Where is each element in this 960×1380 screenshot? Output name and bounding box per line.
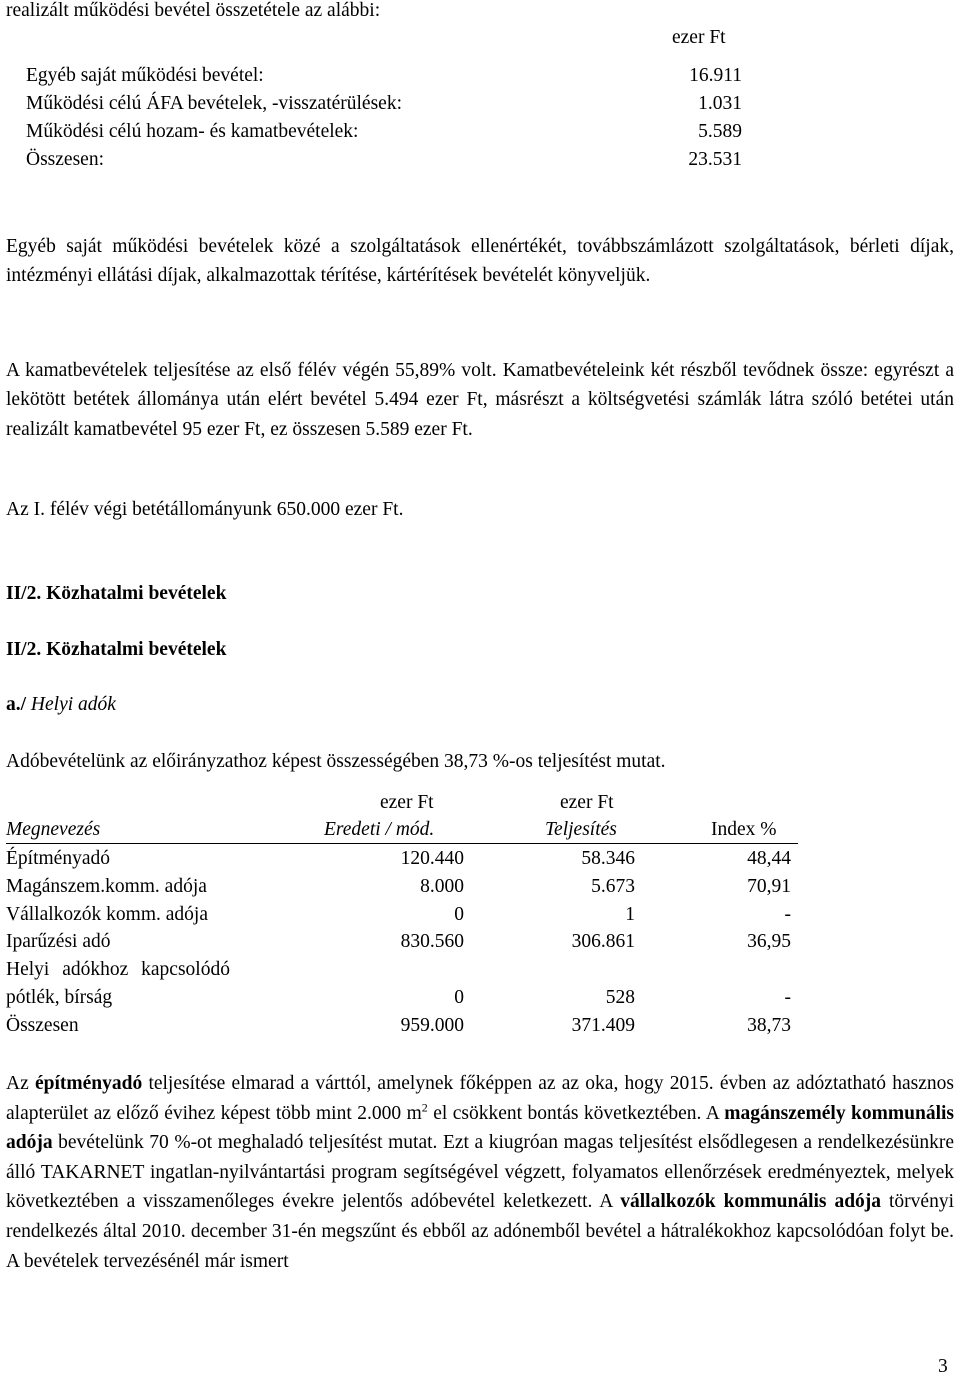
table-cell-name: Helyi adókhoz kapcsolódó: [6, 959, 230, 980]
intro-row-label: Működési célú hozam- és kamatbevételek:: [26, 121, 359, 142]
intro-row-label: Egyéb saját működési bevétel:: [26, 65, 264, 86]
tax-intro: Adóbevételünk az előirányzathoz képest összességében 38,73 %-os teljesítést mutat.: [6, 751, 666, 772]
intro-row-value: 5.589: [698, 121, 742, 142]
table-cell-index: 36,95: [747, 931, 791, 952]
paragraph-deposits: Az I. félév végi betétállományunk 650.000 ezer Ft.: [6, 499, 404, 520]
table-cell-index: 38,73: [747, 1015, 791, 1036]
intro-line: realizált működési bevétel összetétele az alábbi:: [6, 0, 381, 21]
table-unit: ezer Ft: [560, 792, 614, 813]
table-cell-original: 959.000: [400, 1015, 464, 1036]
text-run: el csökkent bontás következtében. A: [427, 1102, 725, 1124]
text-run: Az: [6, 1073, 35, 1094]
text-run: bevételünk 70 %-ot meghaladó teljesítést mutat. Ezt a kiugróan magas teljesítést elsődlegesen a rendelkezésünkre álló TAKARNET ingatlan-nyilvántartási program segítségével végzett, folyamatos ellenőrzések eredményeztek, melyek következtében a visszamenőleges évekre jelentős adóbevétel keletkezett. A: [6, 1132, 954, 1213]
page-number: 3: [938, 1356, 948, 1377]
subsection-prefix: a./: [6, 694, 27, 715]
paragraph-tax-analysis: [6, 1069, 954, 1276]
table-cell-original: 120.440: [400, 848, 464, 869]
table-cell-done: 306.861: [571, 931, 635, 952]
table-cell-original: 0: [454, 904, 464, 925]
term-building-tax: építményadó: [34, 1073, 143, 1094]
table-cell-name: Összesen: [6, 1015, 79, 1036]
table-header-rule: [6, 843, 798, 844]
table-cell-name: pótlék, bírság: [6, 987, 113, 1008]
table-cell-done: 5.673: [591, 876, 635, 897]
section-heading: II/2. Közhatalmi bevételek: [6, 583, 227, 604]
superscript: 2: [421, 1100, 428, 1115]
subsection-heading: [6, 694, 116, 716]
table-cell-name: Iparűzési adó: [6, 931, 111, 952]
table-cell-original: 0: [454, 987, 464, 1008]
term-personal-communal-tax: magánszemély kommunális adója: [6, 1102, 954, 1154]
table-cell-done: 528: [605, 987, 635, 1008]
table-header-original: Eredeti / mód.: [324, 819, 435, 840]
intro-unit: ezer Ft: [672, 27, 726, 48]
table-cell-original: 8.000: [420, 876, 464, 897]
table-cell-done: 371.409: [571, 1015, 635, 1036]
intro-row-value: 16.911: [689, 65, 742, 86]
intro-row-value: 23.531: [688, 149, 742, 170]
table-header-index: Index %: [711, 819, 777, 840]
table-cell-original: 830.560: [400, 931, 464, 952]
table-cell-name: Építményadó: [6, 848, 110, 869]
table-cell-name: Magánszem.komm. adója: [6, 876, 207, 897]
table-cell-done: 58.346: [581, 848, 635, 869]
subsection-title: Helyi adók: [26, 694, 116, 715]
table-cell-done: 1: [625, 904, 635, 925]
intro-row-label: Összesen:: [26, 149, 104, 170]
table-header-name: Megnevezés: [6, 819, 101, 840]
table-cell-index: -: [784, 987, 791, 1008]
table-cell-index: 70,91: [747, 876, 791, 897]
table-cell-index: 48,44: [747, 848, 791, 869]
section-heading: II/2. Közhatalmi bevételek: [6, 639, 227, 660]
text-run: teljesítése elmarad a várttól, amelynek főképpen az az oka, hogy 2015. évben az adóztatható hasznos alapterület az előző évihez képest több mint 2.000 m: [6, 1073, 954, 1124]
table-cell-name: Vállalkozók komm. adója: [6, 904, 208, 925]
text-run: törvényi rendelkezés által 2010. december 31-én megszűnt és ebből az adónemből bevétel a hátralékokhoz kapcsolódóan folyt be. A bevételek tervezésénél már ismert: [6, 1191, 954, 1272]
intro-row-label: Működési célú ÁFA bevételek, -visszatérülések:: [26, 93, 402, 114]
table-header-done: Teljesítés: [545, 819, 617, 840]
paragraph-other-revenue: Egyéb saját működési bevételek közé a szolgáltatások ellenértékét, továbbszámlázott szolgáltatások, bérleti díjak, intézményi ellátási díjak, alkalmazottak térítése, kártérítések bevételét könyveljük.: [6, 236, 954, 287]
paragraph-interest: A kamatbevételek teljesítése az első félév végén 55,89% volt. Kamatbevételeink két részből tevődnek össze: egyrészt a lekötött betétek állománya után elért bevétel 5.494 ezer Ft, másrészt a költségvetési számlák látra szóló betétei után realizált kamatbevétel 95 ezer Ft, ez összesen 5.589 ezer Ft.: [6, 360, 954, 440]
term-business-communal-tax: vállalkozók kommunális adója: [620, 1191, 882, 1213]
intro-row-value: 1.031: [698, 93, 742, 114]
table-unit: ezer Ft: [380, 792, 434, 813]
table-cell-index: -: [784, 904, 791, 925]
